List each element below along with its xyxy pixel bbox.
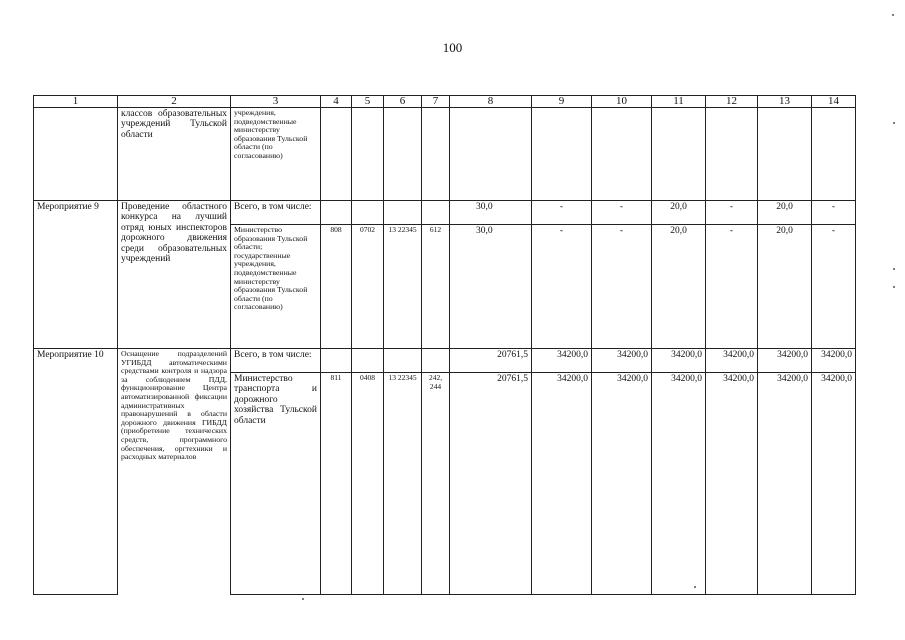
table-cell (706, 108, 758, 201)
event-description: Проведение областного конкурса на лучший отряд юных инспекторов дорожного движения среди образовательных учреждений (118, 201, 231, 349)
table-cell (384, 349, 422, 373)
scan-speck (893, 286, 895, 288)
event-description: Оснащение подразделений УГИБДД автоматическими средствами контроля и надзора за соблюдением ПДД, функционирование Центра автоматизированной фиксации административных правонарушений в области дорожного движения ГИБДД (приобретение технических средств, программного обеспечения, оргтехники и расходных материалов (118, 349, 231, 595)
value-cell: 34200,0 (812, 373, 856, 595)
table-cell (352, 201, 384, 225)
value-cell: 20,0 (652, 225, 706, 349)
value-cell: - (592, 201, 652, 225)
value-cell: 34200,0 (652, 349, 706, 373)
scan-speck (302, 598, 304, 600)
value-cell: - (532, 225, 592, 349)
value-cell: 20761,5 (450, 349, 532, 373)
table-cell (422, 108, 450, 201)
scan-speck (694, 586, 696, 588)
table-row (34, 108, 856, 201)
value-cell: 34200,0 (532, 349, 592, 373)
event-title: Мероприятие 10 (34, 349, 118, 373)
value-cell: 30,0 (450, 225, 532, 349)
total-label: Всего, в том числе: (231, 349, 321, 373)
value-cell: 34200,0 (592, 349, 652, 373)
continuation-description: классов образовательных учреждений Тульской области (118, 108, 231, 201)
table-cell (321, 349, 352, 373)
table-cell (34, 108, 118, 201)
table-cell (422, 349, 450, 373)
continuation-executor: учреждения, подведомственные министерству образования Тульской области (по согласованию) (231, 108, 321, 201)
table-cell (592, 108, 652, 201)
total-label: Всего, в том числе: (231, 201, 321, 225)
col-header: 4 (321, 96, 352, 108)
table-cell (352, 349, 384, 373)
table-cell (422, 201, 450, 225)
table-cell (321, 108, 352, 201)
value-cell: 20,0 (652, 201, 706, 225)
value-cell: 30,0 (450, 201, 532, 225)
value-cell: 20761,5 (450, 373, 532, 595)
code-cell: 13 22345 (384, 225, 422, 349)
executor-label: Министерство транспорта и дорожного хозяйства Тульской области (231, 373, 321, 595)
value-cell: 34200,0 (706, 349, 758, 373)
value-cell: 34200,0 (532, 373, 592, 595)
code-cell: 242, 244 (422, 373, 450, 595)
code-cell: 0702 (352, 225, 384, 349)
page-number: 100 (442, 40, 463, 55)
col-header: 9 (532, 96, 592, 108)
col-header: 1 (34, 96, 118, 108)
table-cell (758, 108, 812, 201)
code-cell: 808 (321, 225, 352, 349)
scan-speck (893, 268, 895, 270)
col-header: 3 (231, 96, 321, 108)
col-header: 12 (706, 96, 758, 108)
value-cell: 20,0 (758, 201, 812, 225)
table-cell (384, 201, 422, 225)
value-cell: - (592, 225, 652, 349)
col-header: 6 (384, 96, 422, 108)
value-cell: 20,0 (758, 225, 812, 349)
table-cell (812, 108, 856, 201)
value-cell: - (706, 201, 758, 225)
budget-table (33, 95, 856, 595)
event-title: Мероприятие 9 (34, 201, 118, 225)
table-row (34, 349, 856, 373)
value-cell: - (812, 225, 856, 349)
value-cell: - (532, 201, 592, 225)
scan-speck (892, 14, 894, 16)
table-cell (384, 108, 422, 201)
value-cell: 34200,0 (652, 373, 706, 595)
value-cell: 34200,0 (812, 349, 856, 373)
scan-speck (893, 122, 895, 124)
col-header: 2 (118, 96, 231, 108)
table-row (34, 201, 856, 225)
value-cell: 34200,0 (758, 349, 812, 373)
code-cell: 612 (422, 225, 450, 349)
table-cell (34, 373, 118, 595)
table-cell (450, 108, 532, 201)
table-cell (321, 201, 352, 225)
code-cell: 13 22345 (384, 373, 422, 595)
code-cell: 811 (321, 373, 352, 595)
value-cell: 34200,0 (706, 373, 758, 595)
col-header: 8 (450, 96, 532, 108)
value-cell: 34200,0 (592, 373, 652, 595)
col-header: 10 (592, 96, 652, 108)
col-header: 13 (758, 96, 812, 108)
code-cell: 0408 (352, 373, 384, 595)
value-cell: 34200,0 (758, 373, 812, 595)
value-cell: - (812, 201, 856, 225)
col-header: 14 (812, 96, 856, 108)
table-cell (352, 108, 384, 201)
table-cell (34, 225, 118, 349)
table-cell (532, 108, 592, 201)
col-header: 7 (422, 96, 450, 108)
value-cell: - (706, 225, 758, 349)
executor-label: Министерство образования Тульской области; государственные учреждения, подведомственные министерству образования Тульской области (по согласованию) (231, 225, 321, 349)
col-header: 11 (652, 96, 706, 108)
col-header: 5 (352, 96, 384, 108)
table-cell (652, 108, 706, 201)
header-row (34, 96, 856, 108)
